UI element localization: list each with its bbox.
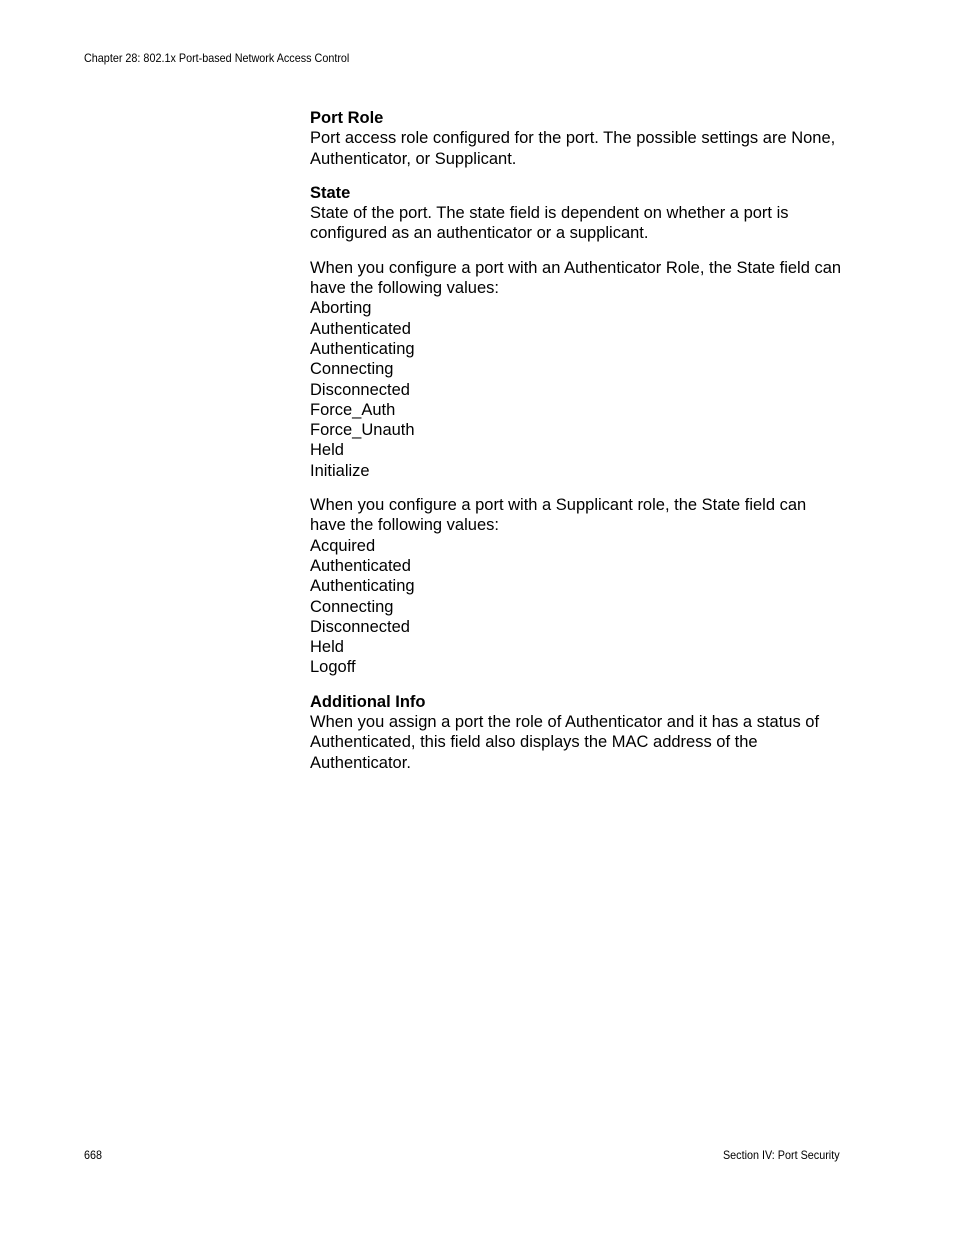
state-title: State <box>310 183 351 202</box>
authenticator-values-list <box>310 298 845 481</box>
list-item: Aborting <box>310 299 372 318</box>
list-item: Authenticating <box>310 339 415 358</box>
port-role-title: Port Role <box>310 109 384 127</box>
page-content <box>310 108 845 787</box>
list-item: Acquired <box>310 536 376 555</box>
list-item: Disconnected <box>310 617 410 636</box>
running-footer-section: Section IV: Port Security <box>723 1148 840 1162</box>
supplicant-values-list <box>310 536 845 678</box>
list-item: Initialize <box>310 461 370 480</box>
additional-info-description: When you assign a port the role of Authenticator and it has a status of Authenticated, this field also displays the MAC address of the Authenticator. <box>310 713 820 772</box>
state-section <box>310 183 845 244</box>
list-item: Disconnected <box>310 380 410 399</box>
list-item: Authenticating <box>310 577 415 596</box>
running-header: Chapter 28: 802.1x Port-based Network Access Control <box>84 51 350 65</box>
authenticator-intro: When you configure a port with an Authenticator Role, the State field can have the following values: <box>310 258 842 298</box>
list-item: Held <box>310 441 344 460</box>
list-item: Authenticated <box>310 319 411 338</box>
list-item: Logoff <box>310 658 356 677</box>
list-item: Force_Unauth <box>310 421 415 440</box>
port-role-section <box>310 108 845 169</box>
additional-info-section <box>310 692 845 773</box>
list-item: Connecting <box>310 597 394 616</box>
page-number: 668 <box>84 1148 103 1162</box>
port-role-description: Port access role configured for the port. The possible settings are None, Authenticator, or Supplicant. <box>310 129 836 168</box>
list-item: Force_Auth <box>310 400 396 419</box>
list-item: Authenticated <box>310 556 411 575</box>
supplicant-intro: When you configure a port with a Supplicant role, the State field can have the following values: <box>310 496 807 535</box>
list-item: Connecting <box>310 360 394 379</box>
state-description: State of the port. The state field is dependent on whether a port is configured as an authenticator or a supplicant. <box>310 204 789 243</box>
additional-info-title: Additional Info <box>310 692 426 711</box>
list-item: Held <box>310 638 344 657</box>
